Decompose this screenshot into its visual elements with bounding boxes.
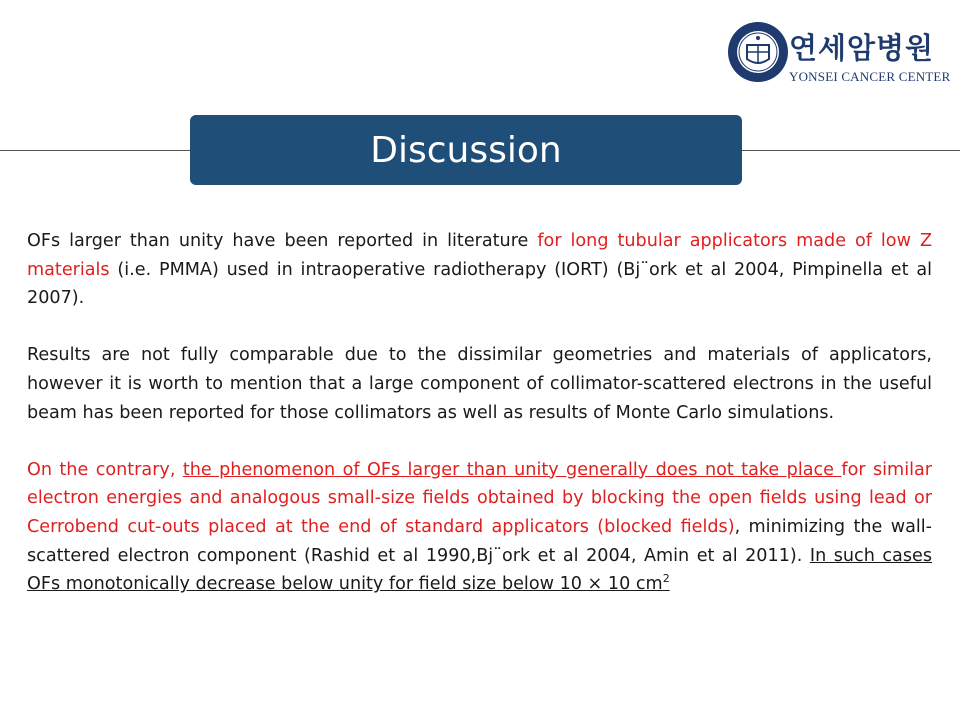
p1-text-c: (i.e. PMMA) used in intraoperative radiotherapy (IORT) (Bj¨ork et al 2004, Pimpinella et al 2007).	[27, 259, 932, 309]
p3-underlined-highlight: the phenomenon of OFs larger than unity generally does not take place	[182, 459, 842, 480]
p3-text-e: In such cases OFs monotonically decrease below unity for field size below 10 × 10 cm	[27, 545, 932, 595]
paragraph-1	[27, 227, 932, 313]
p3-text-c: for similar electron energies and analogous small-size fields obtained by blocking the open fields using lead or Cerrobend cut-outs placed at the end of standard applicators (blocked fields)	[27, 459, 932, 537]
p3-text-d: , minimizing the wall-scattered electron component (Rashid et al 1990,Bj¨ork et al 2004, Amin et al 2011).	[27, 516, 932, 566]
slide-body	[27, 227, 932, 627]
title-banner	[190, 115, 742, 185]
p3-text-a: On the contrary,	[27, 459, 183, 480]
p1-text-a: OFs larger than unity have been reported in literature	[27, 231, 538, 251]
page-title: Discussion	[370, 129, 562, 171]
logo-korean-text: 연세암병원	[789, 31, 935, 65]
yonsei-cancer-center-logo	[727, 18, 951, 92]
p1-highlight: for long tubular applicators made of low Z materials	[27, 231, 932, 280]
p3-superscript: 2	[662, 572, 670, 586]
paragraph-2: Results are not fully comparable due to the dissimilar geometries and materials of applicators, however it is worth to mention that a large component of collimator-scattered electrons in the useful beam has been reported for those collimators as well as results of Monte Carlo simulations.	[27, 345, 932, 423]
logo-english-text: YONSEI CANCER CENTER	[789, 69, 951, 84]
yonsei-seal-icon	[727, 21, 789, 83]
paragraph-3	[27, 456, 932, 599]
